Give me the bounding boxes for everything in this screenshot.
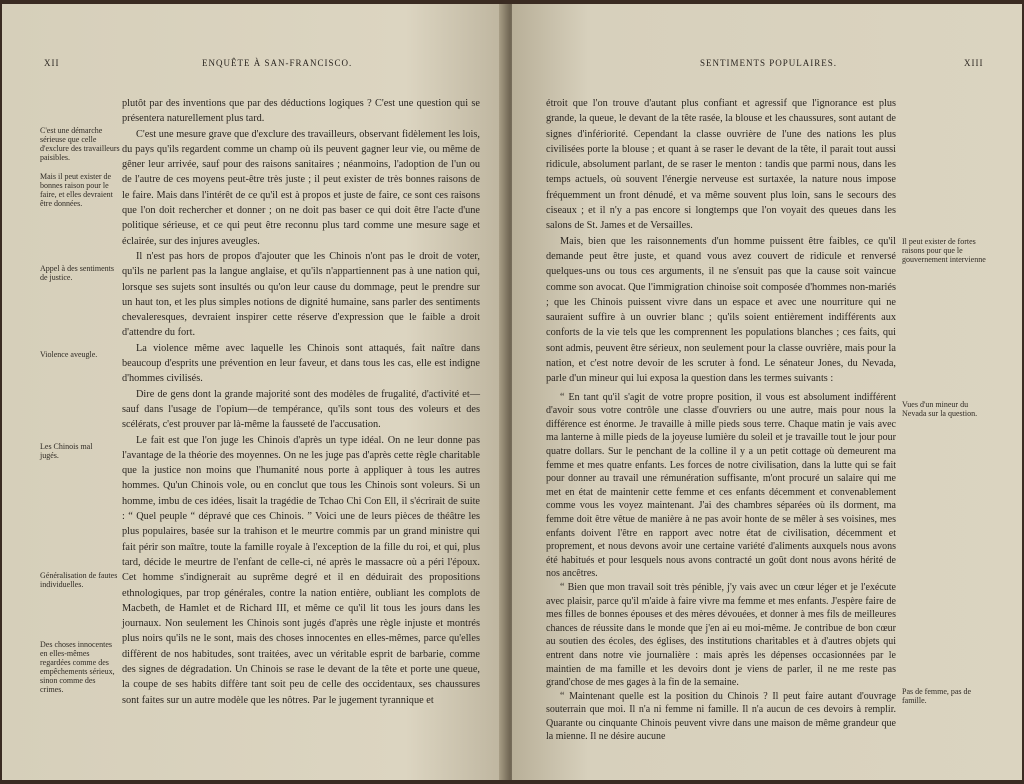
margin-note: C'est une démarche sérieuse que celle d'exclure des travailleurs paisibles. — [40, 126, 120, 162]
paragraph: Dire de gens dont la grande majorité sont des modèles de frugalité, d'activité et—sauf dans l'usage de l'opium—de tempérance, qu'ils sont tous des voleurs et des scélérats, c'est prouver par là-même la fausseté de l'accusation. — [122, 388, 480, 431]
left-running-head: ENQUÊTE À SAN-FRANCISCO. — [202, 58, 353, 68]
paragraph: Le fait est que l'on juge les Chinois d'après un type idéal. On ne leur donne pas l'avantage de la théorie des moyennes. On ne les juge pas d'après cette règle charitable que la justice non moins que l'humanité nous porte à appliquer à tous les autres hommes. Qu'un Chinois vole, ou en conclut que tous les Chinois sont voleurs. Si un homme, imbu de ces idées, lisait la tragédie de Tchao Chi Con Ell, il s'écrirait de suite : “ Quel peuple “ dépravé que ces Chinois. ” Voici une de leurs pièces de théâtre les plus populaires, basée sur la trahison et le meurtre commis par un grand ministre qui fait périr son maître, toute la famille royale à l'exception de la fille du roi, et qui, plus tard, décide le meurtre de l'enfant de celle-ci, né après le massacre où a péri l'époux. Cet homme s'indignerait au suprême degré et il en déduirait des propositions ethnologiques, par trop générales, contre la nation entière, oubliant les complots de Macbeth, de Hamlet et de Richard III, et même ce qu'il lit tous les jours dans les journaux. Non seulement les Chinois sont jugés d'après une règle injuste et montrés plus noirs qu'ils ne le sont, mais des choses innocentes en elles-mêmes, parce qu'elles diffèrent de nos habitudes, sont traitées, avec un véritable esprit de barbarie, comme des signes de dégradation. Un Chinois se rase le devant de la tête et porte une queue, la coupe de ses habits diffère tant soit peu de celle des occidentaux, ses chaussures sont faites sur un autre modèle que les nôtres. Par le jugement tyrannique et — [122, 434, 480, 706]
right-running-head: SENTIMENTS POPULAIRES. — [700, 58, 838, 68]
quote-paragraph: “ Bien que mon travail soit très pénible, j'y vais avec un cœur léger et je l'exécute avec plaisir, parce qu'il m'aide à faire vivre ma femme et mes enfants. J'espère faire de mes filles de bonnes épouses et des mères dévouées, et donner à mes fils de meilleures chances de réussite dans le monde que j'en ai eu moi-même. Je contribue de bon cœur au soutien des écoles, des églises, des institutions charitables et à d'autres objets qui entrent dans notre vie journalière : mais après les dépenses occasionnées par le maintien de ma famille et les devoirs dont je viens de parler, il ne me reste pas grand'chose de mes gages à la fin de la semaine. — [546, 581, 896, 689]
quote-paragraph: “ Maintenant quelle est la position du Chinois ? Il peut faire autant d'ouvrage souterrain que moi. Il n'a ni femme ni famille. Il n'a aucun de ces devoirs à remplir. Quarante ou cinquante Chinois peuvent vivre dans une maison de même grandeur que la mienne. Il ne désire aucune — [546, 690, 896, 743]
margin-note: Il peut exister de fortes raisons pour que le gouvernement intervienne — [902, 237, 986, 264]
book-spread — [2, 4, 1022, 780]
left-page — [2, 4, 507, 780]
right-page — [512, 4, 1022, 780]
left-page-number: XII — [44, 58, 60, 68]
paragraph: plutôt par des inventions que par des déductions logiques ? C'est une question qui se présentera naturellement plus tard. — [122, 98, 480, 125]
paragraph: étroit que l'on trouve d'autant plus confiant et agressif que l'ignorance est plus grande, la queue, le devant de la tête rasée, la blouse et les chaussures, sont autant de signes d'infériorité. Cependant la classe ouvrière de l'une des nations les plus civilisées porte la blouse ; et quant à se raser le devant de la tête, il parait tout aussi ridicule, absolument parlant, de se raser le menton : tandis que parmi nous, dans les temps actuels, où souvent l'énergie nerveuse est surtaxée, la nature nous impose fréquemment un front dénudé, et va même souvent plus loin, sans le secours des ciseaux ; et il n'y a pas encore si longtemps que l'on voyait des queues dans les salons de St. James et de Versailles. — [546, 98, 896, 232]
margin-note: Appel à des sentiments de justice. — [40, 264, 114, 282]
margin-note: Mais il peut exister de bonnes raison pour le faire, et elles devraient être données. — [40, 172, 113, 208]
margin-note: Les Chinois mal jugés. — [40, 442, 93, 460]
margin-note: Violence aveugle. — [40, 350, 98, 359]
margin-note: Pas de femme, pas de famille. — [902, 687, 972, 705]
margin-note: Généralisation de fautes individuelles. — [40, 571, 118, 589]
paragraph: La violence même avec laquelle les Chinois sont attaqués, fait naître dans beaucoup d'esprits une prévention en leur faveur, et dans tous les cas, elle est indigne d'hommes civilisés. — [122, 342, 480, 385]
right-body — [546, 96, 896, 744]
right-page-number: XIII — [964, 58, 984, 68]
quote-paragraph: “ En tant qu'il s'agit de votre propre position, il vous est absolument indifférent d'avoir sous votre contrôle une classe d'ouvriers ou une autre, mais pour nous la différence est énorme. Je travaille à mille pieds sous terre. Chaque matin je vais avec ma lanterne à mille pieds de la joyeuse lumière du soleil et je travaille tout le jour pour quatre dollars. Sur le penchant de la colline il y a un petit cottage où demeurent ma femme et mes quatre enfants. Les forces de notre civilisation, dans la lutte qui se fait pour donner au travail une rémunération suffisante, m'ont procuré un salaire qui me met en état de maintenir cette femme et ces enfants décemment et convenablement comme vous les voyez maintenant. J'ai des chambres séparées où ils dorment, ma femme doit être vêtue de manière à ne pas avoir honte de se mêler à ses voisines, mes enfants doivent l'être en rapport avec notre état de civilisation, décemment et proprement, et nous devons avoir une certaine variété d'aliments auxquels nous avons été habitués et pour lesquels nous avons contracté un goût dont nous avons hérité de nos ancêtres. — [546, 391, 896, 580]
margin-note: Des choses innocentes en elles-mêmes regardées comme des empêchements sérieux, sinon comme des crimes. — [40, 640, 115, 694]
margin-note: Vues d'un mineur du Nevada sur la question. — [902, 400, 978, 418]
paragraph: Mais, bien que les raisonnements d'un homme puissent être faibles, ce qu'il demande peut être juste, et quand vous avez couvert de ridicule et renversé quelques-uns ou tous ces arguments, il ne s'ensuit pas que la cause soit vaincue comme son avocat. Que l'immigration chinoise soit composée d'hommes non-mariés ; que les Chinois puissent vivre dans un espace et avec une nourriture qui ne sauraient suffire à un ouvrier blanc ; qu'ils soient entièrement indifférents aux conforts de la vie tels que les comprennent les populations blanches ; ces faits, qui sont admis, peuvent être sérieux, non seulement pour la classe ouvrière, mais pour la nation, et c'est notre devoir de les scruter à fond. Le sénateur Jones, du Nevada, parle d'un mineur qui lui exposa la question dans les termes suivants : — [546, 235, 896, 385]
paragraph: C'est une mesure grave que d'exclure des travailleurs, observant fidèlement les lois, du pays qu'ils regardent comme un champ où ils peuvent gagner leur vie, ou même de gêner leur arrivée, sauf pour des raisons sanitaires ; néanmoins, l'adoption de l'un ou de l'autre de ces moyens peut-être très juste ; il peut exister de très bonnes raisons de le faire. Mais dans l'intérêt de ce qu'il est à propos et juste de faire, ce sont ces raisons que l'on doit rechercher et donner ; on ne doit pas baser ce qui doit être l'acte d'une politique sérieuse, et ce qui peut être reconnu plus tard comme une mesure sage et éclairée, sur des injures aveugles. — [122, 128, 480, 247]
left-body — [122, 96, 480, 708]
paragraph: Il n'est pas hors de propos d'ajouter que les Chinois n'ont pas le droit de voter, qu'ils ne parlent pas la langue anglaise, et qu'ils n'appartiennent pas à une nation qui, lorsque ses sujets sont insultés ou qu'on leur cause du dommage, peut le prendre sur un haut ton, et les plus simples notions de dignité humaine, sans parler des sentiments chevaleresques, devraient inspirer cette réserve d'expression que le faible a droit d'attendre du fort. — [122, 250, 480, 339]
